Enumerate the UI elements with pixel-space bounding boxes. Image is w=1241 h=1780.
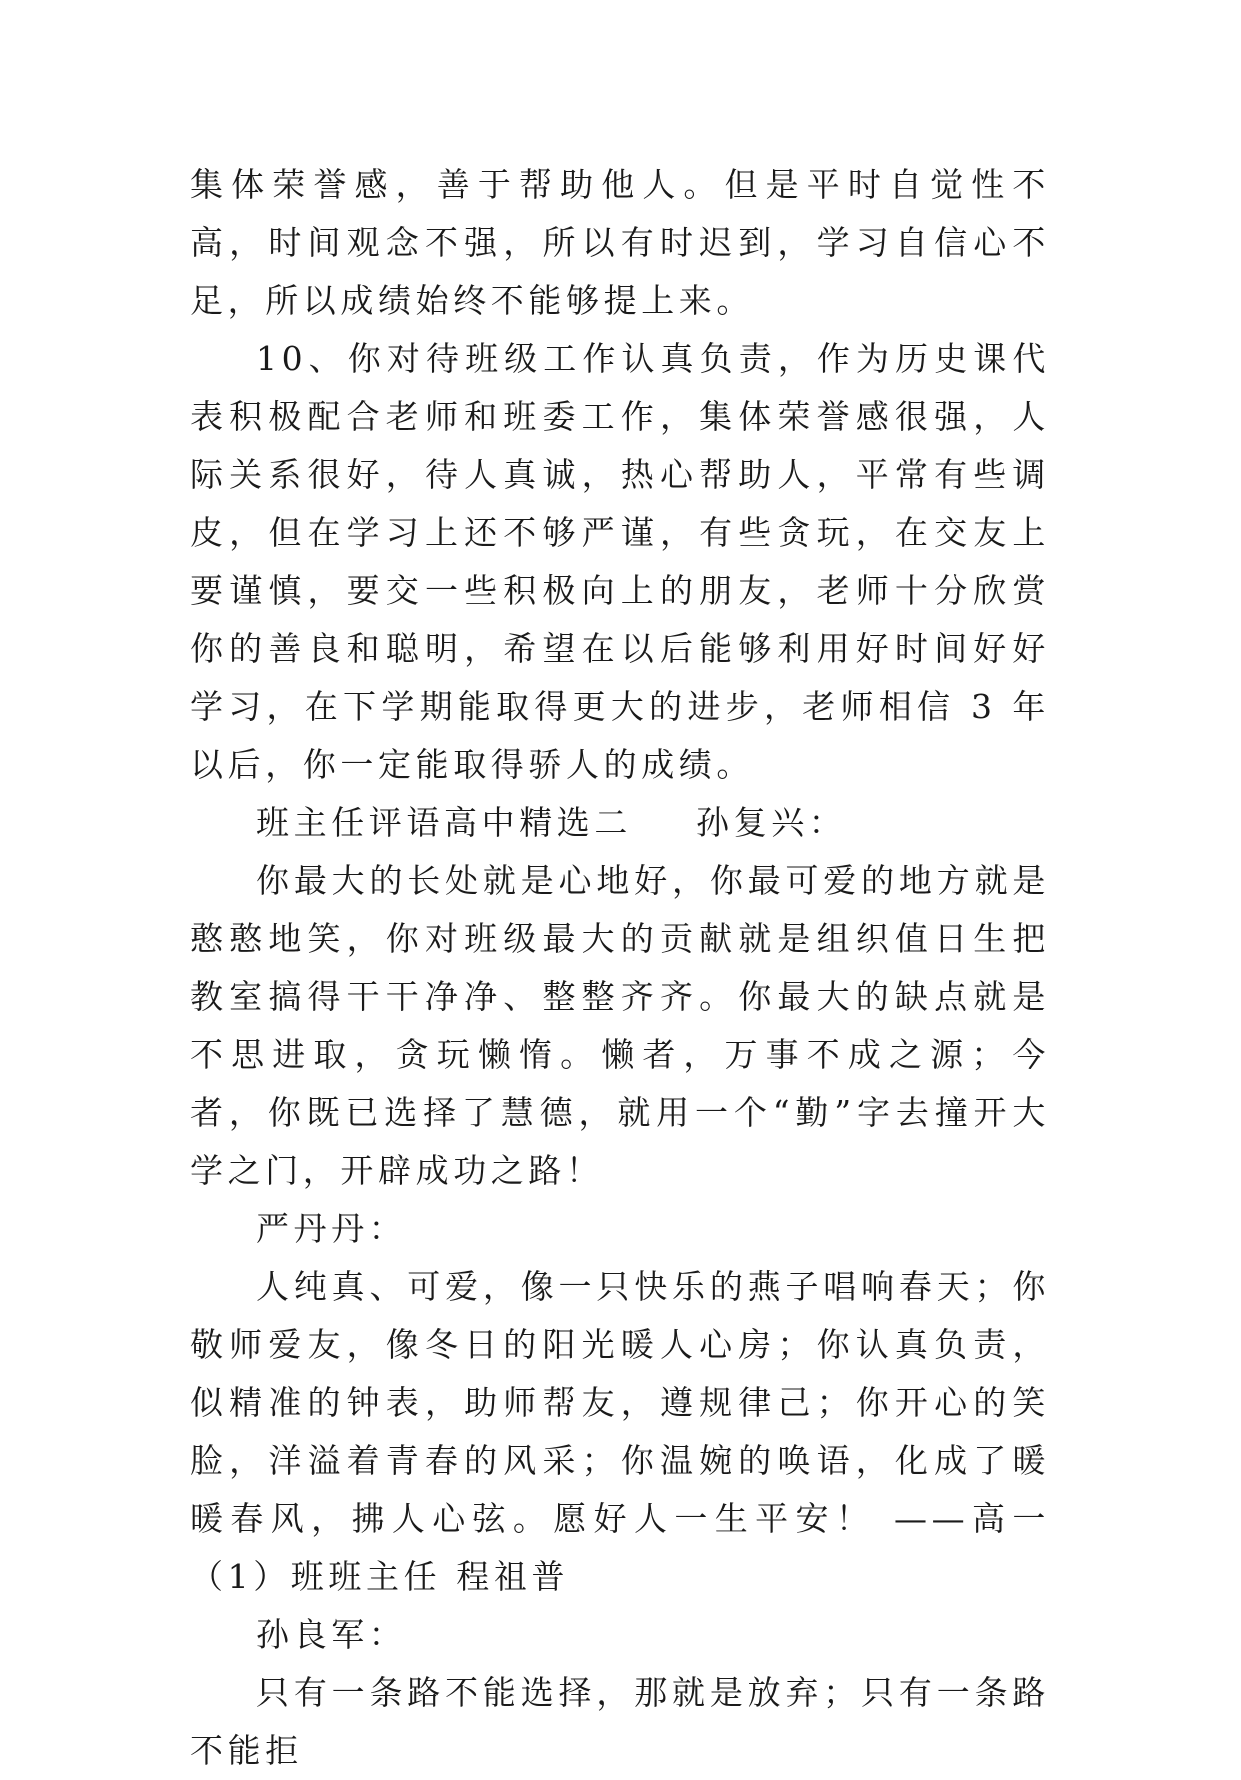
section-title: 班主任评语高中精选二 (256, 803, 632, 842)
student-name: 孙良军： (256, 1615, 407, 1654)
student-name: 严丹丹： (256, 1209, 407, 1248)
document-body (190, 156, 1050, 1780)
paragraph-comment: 只有一条路不能选择，那就是放弃；只有一条路不能拒 (190, 1673, 1050, 1770)
student-name-heading: 孙复兴： (696, 803, 847, 842)
section-heading (190, 794, 1050, 852)
paragraph-comment-10: 10、你对待班级工作认真负责，作为历史课代表积极配合老师和班委工作，集体荣誉感很强，人际关系很好，待人真诚，热心帮助人，平常有些调皮，但在学习上还不够严谨，有些贪玩，在交友上要谨慎，要交一些积极向上的朋友，老师十分欣赏你的善良和聪明，希望在以后能够利用好时间好好学习，在下学期能取得更大的进步，老师相信 3 年以后，你一定能取得骄人的成绩。 (190, 339, 1050, 784)
paragraph-comment: 人纯真、可爱，像一只快乐的燕子唱响春天；你敬师爱友，像冬日的阳光暖人心房；你认真负责，似精准的钟表，助师帮友，遵规律己；你开心的笑脸，洋溢着青春的风采；你温婉的唤语，化成了暖暖春风，拂人心弦。愿好人一生平安！ ——高一（1）班班主任 程祖普 (190, 1267, 1050, 1596)
paragraph-comment: 你最大的长处就是心地好，你最可爱的地方就是憨憨地笑，你对班级最大的贡献就是组织值日生把教室搞得干干净净、整整齐齐。你最大的缺点就是不思进取，贪玩懒惰。懒者，万事不成之源；今者，你既已选择了慧德，就用一个“勤”字去撞开大学之门，开辟成功之路！ (190, 861, 1050, 1190)
paragraph-continued: 集体荣誉感，善于帮助他人。但是平时自觉性不高，时间观念不强，所以有时迟到，学习自信心不足，所以成绩始终不能够提上来。 (190, 165, 1050, 320)
